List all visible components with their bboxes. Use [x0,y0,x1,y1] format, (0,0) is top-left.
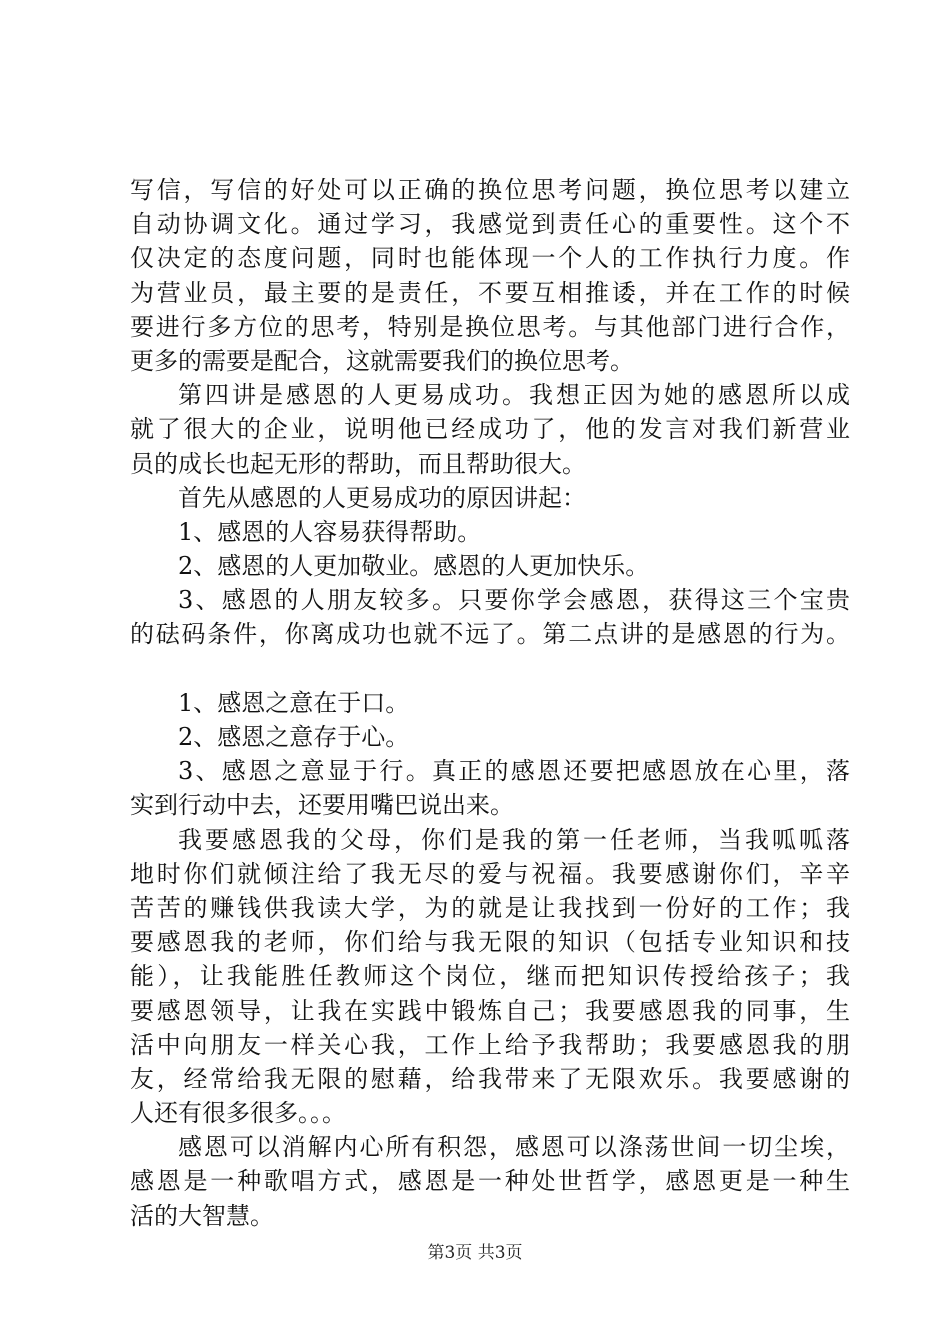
text-line: 写信，写信的好处可以正确的换位思考问题，换位思考以建立 [130,176,850,204]
text-line: 能），让我能胜任教师这个岗位，继而把知识传授给孩子；我 [130,962,850,991]
text-line: 感恩可以消解内心所有积怨，感恩可以涤荡世间一切尘埃， [178,1133,850,1162]
text-line: 地时你们就倾注给了我无尽的爱与祝福。我要感谢你们，辛辛 [130,859,850,888]
text-line: 活中向朋友一样关心我，工作上给予我帮助；我要感恩我的朋 [130,1030,850,1059]
text-line: 的砝码条件，你离成功也就不远了。第二点讲的是感恩的行为。 [130,620,850,649]
blank-line [130,652,850,686]
text-line: 我要感恩我的父母，你们是我的第一任老师，当我呱呱落 [178,825,850,854]
text-line: 苦苦的赚钱供我读大学，为的就是让我找到一份好的工作；我 [130,893,850,922]
text-line: 3、感恩之意显于行。真正的感恩还要把感恩放在心里，落 [178,757,850,786]
text-line: 为营业员，最主要的是责任，不要互相推诿，并在工作的时候 [130,278,850,307]
document-body [130,173,850,1233]
text-line: 更多的需要是配合，这就需要我们的换位思考。 [130,346,634,375]
text-line: 2、感恩的人更加敬业。感恩的人更加快乐。 [178,552,650,581]
text-line: 人还有很多很多。。。 [130,1099,346,1128]
text-line: 就了很大的企业，说明他已经成功了，他的发言对我们新营业 [130,415,850,444]
text-line: 友，经常给我无限的慰藉，给我带来了无限欢乐。我要感谢的 [130,1064,850,1093]
text-line: 首先从感恩的人更易成功的原因讲起： [178,483,586,512]
text-line: 仅决定的态度问题，同时也能体现一个人的工作执行力度。作 [130,244,850,273]
text-line: 2、感恩之意存于心。 [178,723,410,751]
text-line: 要感恩领导，让我在实践中锻炼自己；我要感恩我的同事，生 [130,996,850,1025]
text-line: 自动协调文化。通过学习，我感觉到责任心的重要性。这个不 [130,210,850,239]
text-line: 员的成长也起无形的帮助，而且帮助很大。 [130,449,586,478]
text-line: 3、感恩的人朋友较多。只要你学会感恩，获得这三个宝贵 [178,586,850,615]
text-line: 感恩是一种歌唱方式，感恩是一种处世哲学，感恩更是一种生 [130,1167,850,1196]
page-footer: 第3页 共3页 [427,1243,523,1263]
text-line: 实到行动中去，还要用嘴巴说出来。 [130,791,514,820]
text-line: 要进行多方位的思考，特别是换位思考。与其他部门进行合作， [130,312,850,341]
text-line: 活的大智慧。 [130,1201,274,1230]
text-line: 1、感恩的人容易获得帮助。 [178,517,482,546]
text-line: 要感恩我的老师，你们给与我无限的知识（包括专业知识和技 [130,928,850,957]
text-line: 1、感恩之意在于口。 [178,688,410,717]
text-line: 第四讲是感恩的人更易成功。我想正因为她的感恩所以成 [178,381,850,410]
